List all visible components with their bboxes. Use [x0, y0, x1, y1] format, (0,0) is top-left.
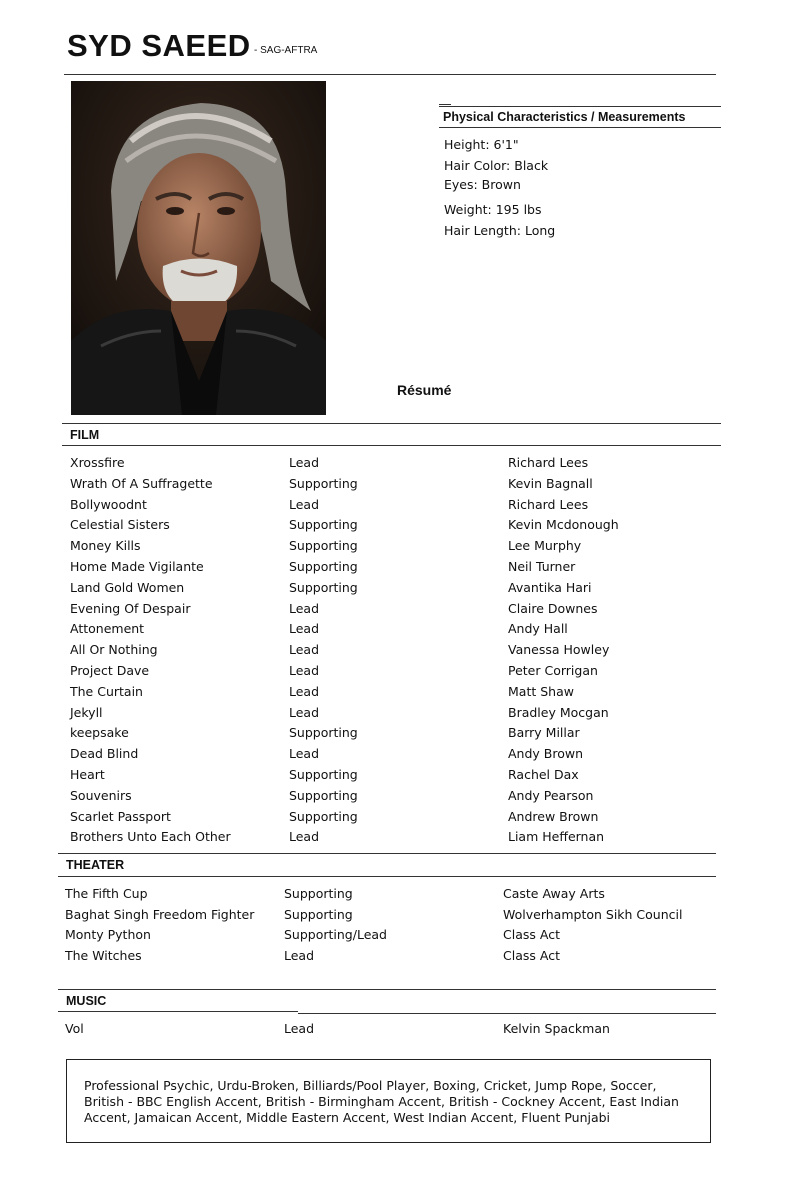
film-credit-title: Dead Blind [70, 746, 139, 762]
music-title-rule-right [298, 1013, 716, 1014]
film-credit-role: Supporting [289, 725, 358, 741]
film-credit-director: Rachel Dax [508, 767, 579, 782]
film-credit-role: Supporting [289, 767, 358, 782]
music-credit-director: Kelvin Spackman [503, 1021, 610, 1036]
physical-weight: Weight: 195 lbs [444, 202, 542, 217]
film-credit-role: Supporting [289, 559, 358, 574]
film-credit-director: Andy Brown [508, 746, 584, 762]
header-divider [64, 74, 716, 75]
theater-section-title: THEATER [66, 858, 125, 872]
music-title-rule-left [58, 1011, 298, 1012]
music-top-rule [58, 989, 716, 990]
film-credit-title: Attonement [70, 621, 145, 637]
film-credit-role: Supporting [289, 787, 358, 803]
film-credit-title: Wrath Of A Suffragette [70, 475, 213, 491]
film-credit-director: Richard Lees [508, 496, 589, 512]
film-credit-role: Lead [289, 496, 320, 512]
union-affiliation: - SAG-AFTRA [254, 45, 318, 56]
film-credit-title: All Or Nothing [70, 642, 158, 658]
film-credit-title: keepsake [70, 725, 129, 741]
theater-title-rule [58, 876, 716, 877]
physical-top-rule-long [439, 106, 721, 107]
theater-credit-role: Supporting [284, 886, 353, 901]
theater-credit-director: Caste Away Arts [503, 886, 605, 901]
theater-credit-role: Supporting/Lead [284, 927, 387, 943]
film-credit-role: Lead [289, 746, 320, 762]
physical-hair-length: Hair Length: Long [444, 223, 556, 238]
film-credit-title: Souvenirs [70, 787, 132, 803]
theater-credit-title: Monty Python [65, 927, 151, 943]
film-credit-title: Money Kills [70, 538, 141, 554]
film-credit-role: Lead [289, 621, 320, 637]
film-credit-title: Project Dave [70, 663, 150, 678]
theater-credit-director: Wolverhampton Sikh Council [503, 906, 683, 922]
film-credit-director: Andy Pearson [508, 787, 594, 803]
physical-hair-color: Hair Color: Black [444, 158, 549, 173]
theater-credit-role: Lead [284, 948, 315, 964]
music-credit-title: Vol [65, 1021, 84, 1036]
film-credit-director: Andy Hall [508, 621, 568, 637]
film-credit-director: Liam Heffernan [508, 829, 605, 845]
theater-credit-director: Class Act [503, 927, 560, 943]
film-credit-title: Land Gold Women [70, 579, 185, 595]
film-credit-director: Peter Corrigan [508, 663, 598, 678]
skills-text: Professional Psychic, Urdu-Broken, Billiards/Pool Player, Boxing, Cricket, Jump Rope, Soccer, British - BBC English Accent, British - Birmingham Accent, British - Cockney Accent, East Indian Accent, Jamaican Accent, Middle Eastern Accent, West Indian Accent, Fluent Punjabi [84, 1078, 679, 1125]
film-title-rule [62, 445, 721, 446]
film-credit-title: Celestial Sisters [70, 517, 170, 533]
film-credit-role: Supporting [289, 538, 358, 554]
theater-credit-title: Baghat Singh Freedom Fighter [65, 906, 255, 922]
film-credit-director: Neil Turner [508, 559, 576, 574]
physical-characteristics-title: Physical Characteristics / Measurements [443, 110, 686, 124]
film-credit-director: Avantika Hari [508, 579, 592, 595]
physical-top-rule [439, 104, 451, 105]
film-credit-title: Heart [70, 767, 105, 782]
film-credit-title: Home Made Vigilante [70, 559, 204, 574]
film-credit-role: Supporting [289, 475, 358, 491]
film-credit-role: Lead [289, 642, 320, 658]
film-credit-role: Lead [289, 704, 320, 720]
film-credit-role: Lead [289, 455, 320, 470]
film-credit-director: Barry Millar [508, 725, 580, 741]
film-credit-role: Supporting [289, 808, 358, 824]
film-credit-director: Lee Murphy [508, 538, 582, 554]
actor-name: SYD SAEED [67, 28, 251, 63]
theater-credit-role: Supporting [284, 906, 353, 922]
theater-top-rule [58, 853, 716, 854]
film-credit-title: Xrossfire [70, 455, 125, 470]
physical-eyes: Eyes: Brown [444, 177, 521, 192]
headshot-photo [71, 81, 326, 415]
film-credit-director: Vanessa Howley [508, 642, 610, 658]
film-credit-role: Lead [289, 683, 320, 699]
film-credit-director: Richard Lees [508, 455, 589, 470]
theater-credit-title: The Witches [65, 948, 142, 964]
film-credit-role: Lead [289, 663, 320, 678]
film-credit-director: Kevin Mcdonough [508, 517, 619, 533]
film-credit-director: Kevin Bagnall [508, 475, 593, 491]
film-credit-role: Lead [289, 600, 320, 616]
film-credit-director: Bradley Mocgan [508, 704, 609, 720]
film-credit-director: Matt Shaw [508, 683, 574, 699]
film-top-rule [62, 423, 721, 424]
film-credit-title: Bollywoodnt [70, 496, 147, 512]
film-credit-role: Supporting [289, 579, 358, 595]
film-credit-director: Claire Downes [508, 600, 598, 616]
film-credit-director: Andrew Brown [508, 808, 599, 824]
film-credit-title: Jekyll [70, 704, 103, 720]
film-section-title: FILM [70, 428, 100, 442]
film-credit-title: Brothers Unto Each Other [70, 829, 231, 845]
film-credit-role: Lead [289, 829, 320, 845]
physical-title-rule [439, 127, 721, 128]
physical-height: Height: 6'1" [444, 137, 519, 152]
resume-title: Résumé [397, 382, 452, 398]
music-section-title: MUSIC [66, 994, 107, 1008]
music-credit-role: Lead [284, 1021, 315, 1036]
film-credit-role: Supporting [289, 517, 358, 533]
skills-box [66, 1059, 711, 1143]
film-credit-title: Evening Of Despair [70, 600, 191, 616]
film-credit-title: The Curtain [70, 683, 143, 699]
theater-credit-title: The Fifth Cup [65, 886, 148, 901]
theater-credit-director: Class Act [503, 948, 560, 964]
film-credit-title: Scarlet Passport [70, 808, 171, 824]
